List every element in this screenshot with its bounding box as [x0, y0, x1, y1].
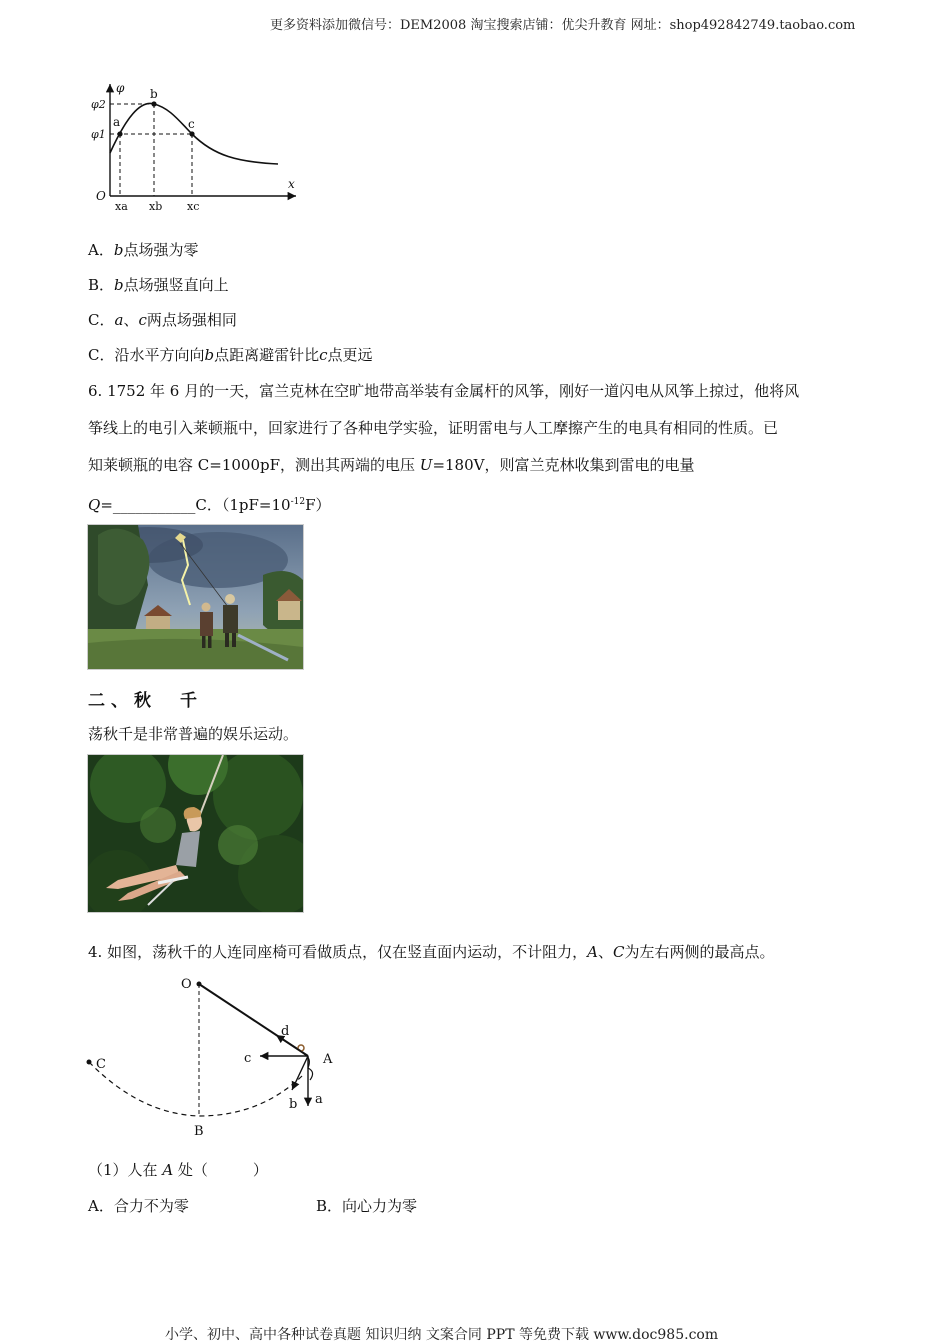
q4-subquestion-1: （1）人在 A 处（ ） — [88, 1161, 268, 1179]
question-6 — [88, 373, 868, 524]
x-axis-label: x — [288, 177, 295, 191]
page-header: 更多资料添加微信号：DEM2008 淘宝搜索店铺：优尖升教育 网址：shop492842749.taobao.com — [270, 18, 856, 33]
point-c — [189, 131, 194, 136]
page-footer: 小学、初中、高中各种试卷真题 知识归纳 文案合同 PPT 等免费下载 www.doc985.com — [165, 1327, 719, 1343]
label-b: b — [289, 1097, 298, 1112]
a-label: a — [113, 115, 121, 129]
section-title: 二、秋 千 — [88, 691, 203, 711]
point-a — [117, 131, 122, 136]
xc-label: xc — [187, 200, 200, 213]
label-a: a — [315, 1092, 323, 1107]
swing-photo — [87, 754, 304, 913]
option-d: C．沿水平方向向b点距离避雷针比c点更远 — [88, 346, 373, 364]
pivot-O — [197, 982, 202, 987]
label-A: A — [323, 1052, 333, 1067]
label-O: O — [181, 977, 192, 992]
label-d: d — [281, 1024, 290, 1039]
q6-line-4: Q=___________C．$(1pF=10^{-12}F)$ — [88, 496, 331, 514]
origin-label: O — [96, 189, 106, 203]
xa-label: xa — [115, 200, 128, 213]
q6-line-1: 6. 1752 年 6 月的一天，富兰克林在空旷地带高举装有金属杆的风筝，刚好一道闪电从风筝上掠过，他将风 — [88, 382, 800, 400]
potential-graph — [88, 78, 308, 218]
y-axis-label: φ — [116, 81, 125, 95]
point-C — [87, 1060, 92, 1065]
franklin-kite-painting — [87, 524, 304, 670]
phi1-label: φ1 — [91, 128, 106, 141]
option-c: C．a、c两点场强相同 — [88, 311, 237, 329]
swing-diagram — [80, 972, 350, 1144]
c-label: c — [188, 117, 195, 131]
swing-arc — [89, 1062, 302, 1116]
q6-line-2: 筝线上的电引入莱顿瓶中，回家进行了各种电学实验，证明雷电与人工摩擦产生的电具有相同的性质。已 — [88, 419, 779, 437]
b-label: b — [150, 87, 158, 101]
point-b — [151, 101, 156, 106]
question-4-stem: 4. 如图，荡秋千的人连同座椅可看做质点，仅在竖直面内运动，不计阻力，A、C为左右两侧的最高点。 — [88, 943, 775, 961]
phi2-label: φ2 — [91, 98, 106, 111]
section-intro: 荡秋千是非常普遍的娱乐运动。 — [88, 725, 299, 743]
q4-option-a: A．合力不为零 — [88, 1197, 189, 1215]
arrow-b — [292, 1056, 308, 1090]
label-C: C — [96, 1057, 106, 1072]
option-b: B．b点场强竖直向上 — [88, 276, 229, 294]
q6-line-3: 知莱顿瓶的电容 C=1000pF，测出其两端的电压 U=180V，则富兰克林收集到雷电的电量 — [88, 456, 695, 474]
xb-label: xb — [149, 200, 163, 213]
q4-option-b: B．向心力为零 — [316, 1197, 418, 1215]
label-B: B — [194, 1124, 204, 1139]
label-c: c — [244, 1051, 252, 1066]
option-a: A．b点场强为零 — [88, 241, 199, 259]
